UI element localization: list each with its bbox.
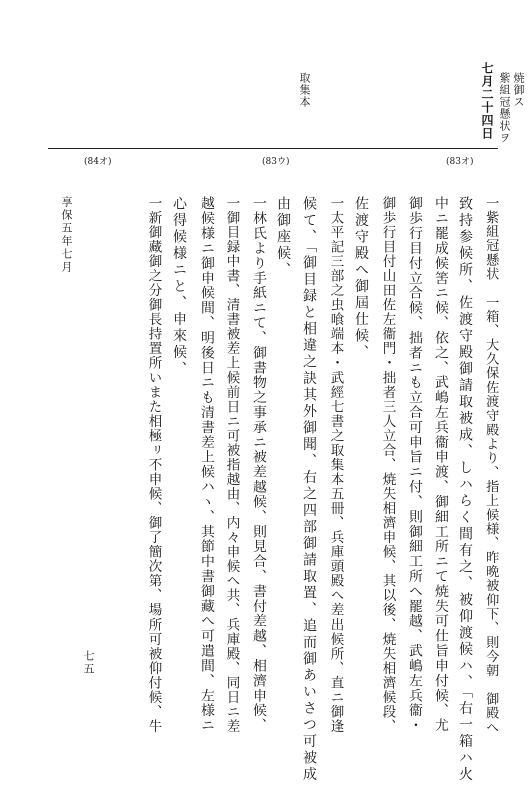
body-line: 一新御藏御之分御長持置所いまた相極ㇼ不申候、御了簡次第、場所可被仰付候、牛 — [145, 196, 162, 734]
body-line: 致持参候所、佐渡守殿御請取被成、しハらく間有之、被仰渡候ハ、「右一箱ハ火 — [457, 196, 473, 783]
body-line: 一林氏より手紙ニて、御書物之事承ニ被差越候、則見合、書付差越、相濟申候、 — [249, 196, 266, 733]
body-line: 一太平記三部之虫喰端本・武經七書之取集本五冊、兵庫頭殿へ差出候所、直ニ御逢 — [327, 196, 344, 734]
entry-heading-line-1: 紫組冠懸状ヲ — [498, 72, 511, 144]
body-line: 由御座候、 — [275, 196, 291, 279]
body-line: 一紫組冠懸状 一箱、大久保佐渡守殿より、指上候様、昨晩被仰下、則今朝 御殿へ — [483, 196, 499, 735]
folio-mark-middle: (83ウ) — [262, 157, 290, 167]
body-line: 候て、「御目録と相違之訣其外御聞、右之四部御請取置、追而御あいさつ可被成 — [301, 196, 317, 783]
body-line: 御歩行目付立合候、拙者ニも立合可申旨ニ付、則御細工所へ罷越、武嶋左兵衞・ — [405, 196, 422, 733]
body-line: 佐渡守殿へ御屆仕候、 — [353, 196, 369, 361]
folio-mark-left: (84オ) — [84, 157, 112, 167]
body-line: 御歩行目付山田佐左衞門・拙者三人立合、焼失相濟申候、其以後、焼失相濟候段、 — [379, 196, 396, 734]
page-number: 七五 — [82, 650, 95, 676]
folio-mark-right: (83オ) — [446, 157, 474, 167]
body-line: 一御目録中書、清書被差上候前日ニ可被指越由、内々申候へ共、兵庫殿、同日ニ差 — [223, 196, 240, 734]
entry-heading-line-2: 焼御ス — [512, 72, 525, 108]
running-date-note: 享保五年七月 — [60, 196, 73, 274]
body-line: 心得候様ニと、申來候、 — [171, 196, 187, 378]
source-note: 取集本 — [298, 72, 311, 108]
body-line: 中ニ罷成候筈ニ候、依之、武嶋左兵衞申渡、御細工所ニて焼失可仕旨申付候、尤 — [431, 196, 448, 733]
header-rule — [48, 148, 498, 149]
body-line: 越候様ニ御申候間、明後日ニも清書差上候ハヽ、其節中書御藏へ可遣間、左様ニ — [197, 196, 214, 733]
entry-date: 七月二十四日 — [480, 62, 494, 140]
